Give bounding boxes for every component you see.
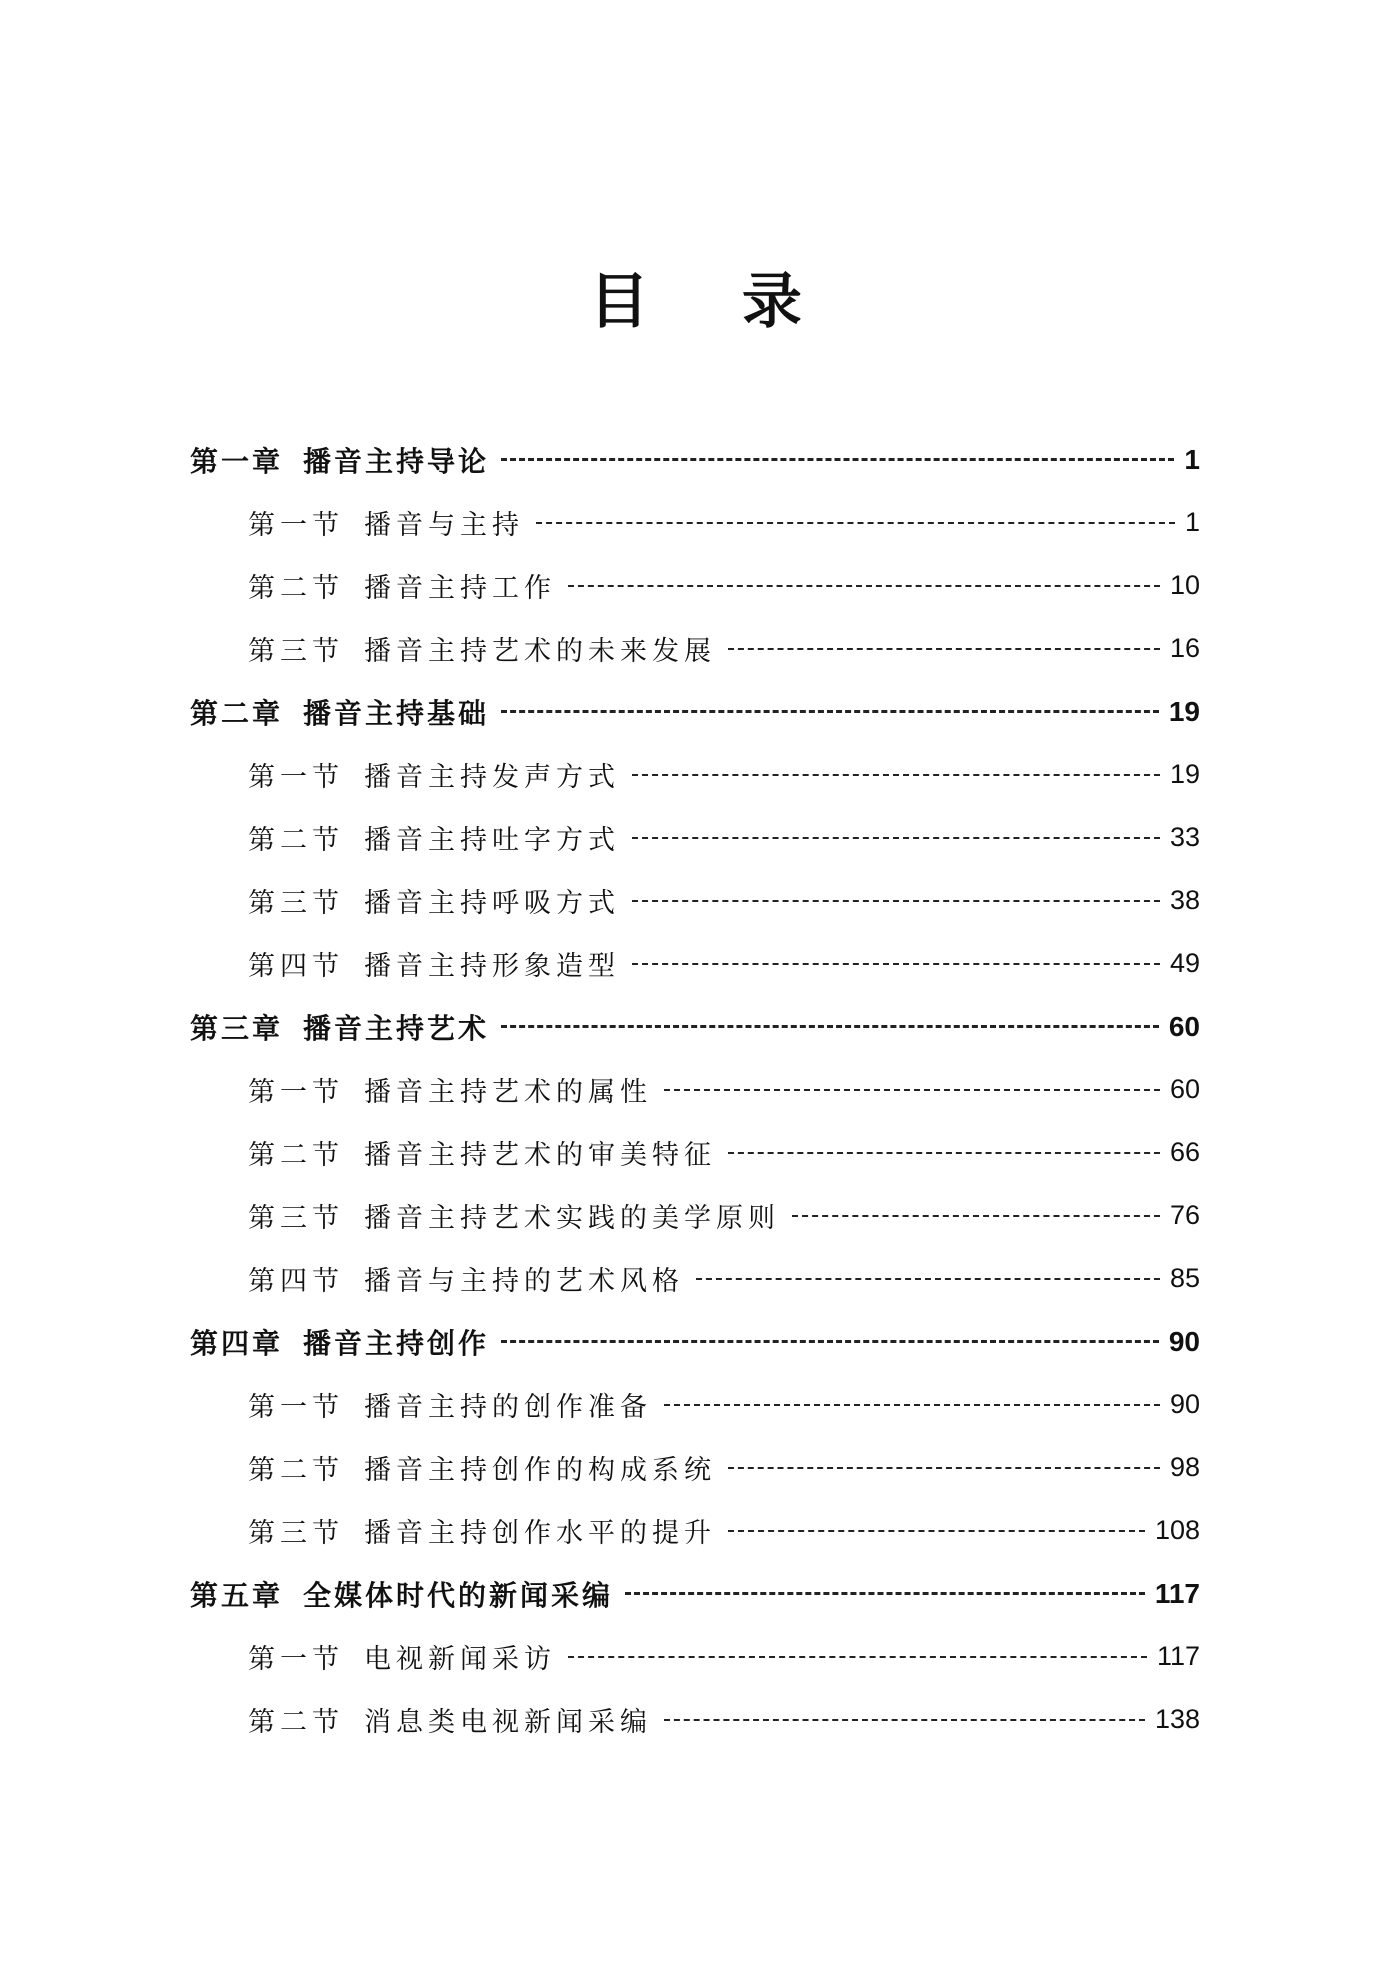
dot-leader (625, 1592, 1145, 1595)
chapter-number: 第三章 (190, 1011, 284, 1045)
chapter-number: 第五章 (190, 1578, 284, 1612)
toc-entry-label (248, 881, 620, 920)
section-title: 播音主持吐字方式 (364, 825, 620, 856)
page-number: 90 (1169, 1389, 1200, 1419)
section-number: 第二节 (248, 1707, 344, 1738)
chapter-number: 第四章 (190, 1326, 284, 1360)
page-number: 16 (1169, 633, 1200, 663)
toc-section-row[interactable] (190, 1373, 1200, 1436)
toc-entry-label (190, 1574, 613, 1614)
page-number: 1 (1184, 507, 1200, 537)
section-number: 第二节 (248, 573, 344, 604)
toc-section-row[interactable] (190, 869, 1200, 932)
section-title: 播音主持发声方式 (364, 762, 620, 793)
page-number: 10 (1169, 570, 1200, 600)
toc-entry-label (248, 1448, 716, 1487)
section-number: 第一节 (248, 510, 344, 541)
toc-chapter-row[interactable] (190, 1562, 1200, 1625)
section-number: 第三节 (248, 888, 344, 919)
dot-leader (632, 837, 1160, 839)
page-number: 19 (1168, 695, 1200, 727)
dot-leader (568, 585, 1160, 587)
dot-leader (501, 458, 1174, 461)
chapter-title: 播音主持艺术 (303, 1011, 490, 1045)
dot-leader (536, 522, 1175, 524)
page-number: 85 (1169, 1263, 1200, 1293)
chapter-title: 播音主持导论 (303, 444, 490, 478)
page-number: 49 (1169, 948, 1200, 978)
page-number: 60 (1169, 1074, 1200, 1104)
section-number: 第二节 (248, 1455, 344, 1486)
section-number: 第二节 (248, 825, 344, 856)
chapter-title: 播音主持基础 (303, 696, 490, 730)
toc-section-row[interactable] (190, 1121, 1200, 1184)
page-number: 108 (1154, 1515, 1200, 1545)
section-number: 第一节 (248, 762, 344, 793)
section-title: 播音主持创作的构成系统 (364, 1455, 716, 1486)
toc-section-row[interactable] (190, 1184, 1200, 1247)
toc-entry-label (190, 1322, 489, 1362)
section-number: 第二节 (248, 1140, 344, 1171)
dot-leader (664, 1404, 1160, 1406)
page-number: 66 (1169, 1137, 1200, 1167)
dot-leader (632, 774, 1160, 776)
dot-leader (632, 963, 1160, 965)
toc-section-row[interactable] (190, 1058, 1200, 1121)
dot-leader (664, 1719, 1145, 1721)
toc-section-row[interactable] (190, 743, 1200, 806)
toc-section-row[interactable] (190, 1247, 1200, 1310)
page-number: 38 (1169, 885, 1200, 915)
dot-leader (728, 1530, 1145, 1532)
section-number: 第四节 (248, 951, 344, 982)
chapter-title: 播音主持创作 (303, 1326, 490, 1360)
toc-entry-label (248, 755, 620, 794)
page-number: 60 (1168, 1010, 1200, 1042)
toc-section-row[interactable] (190, 1625, 1200, 1688)
dot-leader (792, 1215, 1160, 1217)
section-number: 第一节 (248, 1644, 344, 1675)
section-title: 播音主持呼吸方式 (364, 888, 620, 919)
dot-leader (728, 1467, 1160, 1469)
page-number: 98 (1169, 1452, 1200, 1482)
section-number: 第三节 (248, 636, 344, 667)
toc-entry-label (190, 1007, 489, 1047)
section-title: 播音与主持的艺术风格 (364, 1266, 684, 1297)
section-title: 播音主持形象造型 (364, 951, 620, 982)
toc-entry-label (248, 1511, 716, 1550)
toc-entry-label (248, 944, 620, 983)
toc-entry-label (248, 1259, 684, 1298)
toc-chapter-row[interactable] (190, 1310, 1200, 1373)
page-number: 138 (1154, 1704, 1200, 1734)
section-title: 电视新闻采访 (364, 1644, 556, 1675)
dot-leader (501, 1340, 1159, 1343)
section-title: 播音主持艺术的未来发展 (364, 636, 716, 667)
dot-leader (728, 1152, 1160, 1154)
toc-section-row[interactable] (190, 617, 1200, 680)
dot-leader (632, 900, 1160, 902)
section-title: 播音主持艺术的审美特征 (364, 1140, 716, 1171)
section-number: 第三节 (248, 1203, 344, 1234)
toc-entry-label (248, 1133, 716, 1172)
toc-entry-label (248, 1070, 652, 1109)
section-title: 播音主持的创作准备 (364, 1392, 652, 1423)
toc-section-row[interactable] (190, 491, 1200, 554)
toc-entry-label (248, 629, 716, 668)
toc-entry-label (248, 503, 524, 542)
toc-chapter-row[interactable] (190, 428, 1200, 491)
toc-entry-label (248, 818, 620, 857)
section-title: 播音主持工作 (364, 573, 556, 604)
chapter-number: 第二章 (190, 696, 284, 730)
dot-leader (501, 1025, 1159, 1028)
chapter-title: 全媒体时代的新闻采编 (303, 1578, 614, 1612)
toc-entry-label (248, 1196, 780, 1235)
page-number: 19 (1169, 759, 1200, 789)
page-number: 90 (1168, 1325, 1200, 1357)
toc-entry-label (248, 1637, 556, 1676)
toc-chapter-row[interactable] (190, 680, 1200, 743)
section-number: 第四节 (248, 1266, 344, 1297)
page-number: 33 (1169, 822, 1200, 852)
toc-section-row[interactable] (190, 1688, 1200, 1751)
section-title: 播音主持艺术的属性 (364, 1077, 652, 1108)
toc-entry-label (190, 692, 489, 732)
dot-leader (728, 648, 1160, 650)
toc-section-row[interactable] (190, 1499, 1200, 1562)
chapter-number: 第一章 (190, 444, 284, 478)
section-number: 第一节 (248, 1392, 344, 1423)
toc-entry-label (190, 440, 489, 480)
section-number: 第一节 (248, 1077, 344, 1108)
dot-leader (501, 710, 1159, 713)
toc-section-row[interactable] (190, 932, 1200, 995)
dot-leader (696, 1278, 1160, 1280)
toc-section-row[interactable] (190, 806, 1200, 869)
section-title: 播音主持艺术实践的美学原则 (364, 1203, 780, 1234)
page-title: 目 录 (589, 267, 838, 337)
toc-chapter-row[interactable] (190, 995, 1200, 1058)
section-title: 播音与主持 (364, 510, 524, 541)
dot-leader (664, 1089, 1160, 1091)
section-title: 消息类电视新闻采编 (364, 1707, 652, 1738)
page-number: 76 (1169, 1200, 1200, 1230)
toc-section-row[interactable] (190, 1436, 1200, 1499)
section-title: 播音主持创作水平的提升 (364, 1518, 716, 1549)
toc-section-row[interactable] (190, 554, 1200, 617)
toc-entry-label (248, 1700, 652, 1739)
toc-entry-label (248, 566, 556, 605)
page-number: 117 (1154, 1577, 1200, 1609)
dot-leader (568, 1656, 1147, 1658)
toc-entry-label (248, 1385, 652, 1424)
page-number: 117 (1156, 1641, 1200, 1671)
page-number: 1 (1184, 443, 1200, 475)
section-number: 第三节 (248, 1518, 344, 1549)
table-of-contents (190, 428, 1200, 1751)
